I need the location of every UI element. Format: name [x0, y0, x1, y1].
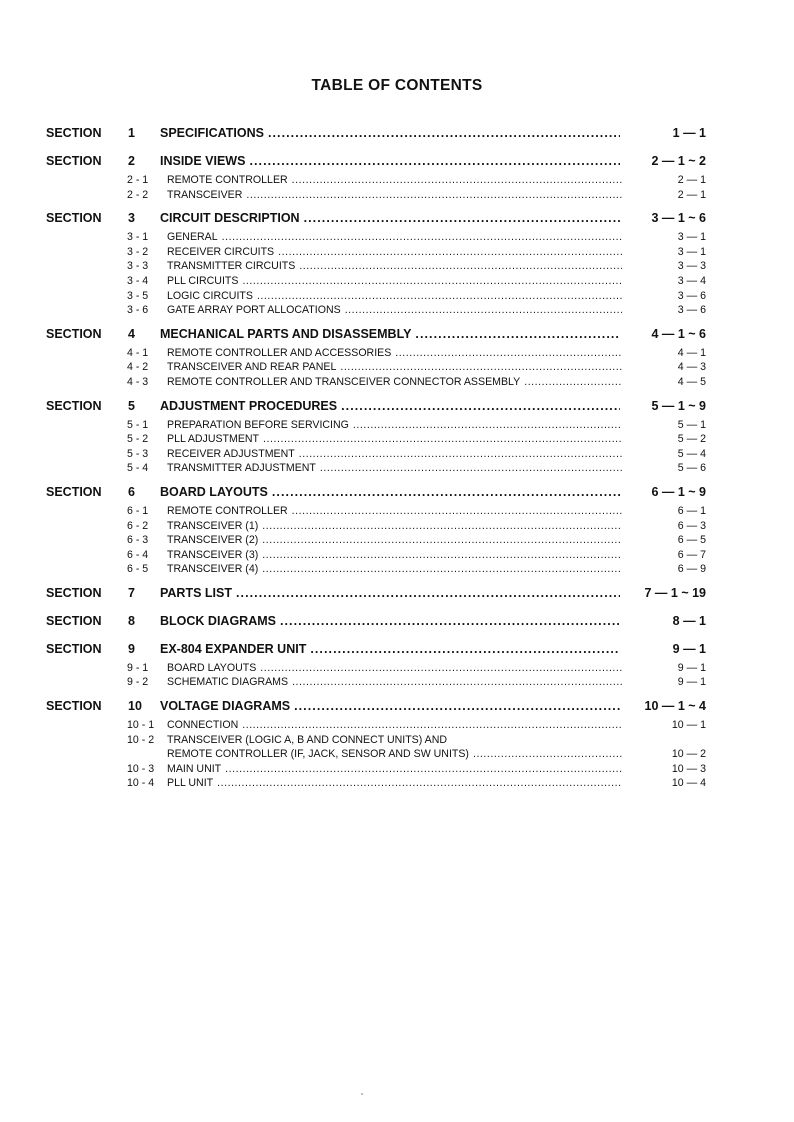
- subsection-number: 2 - 2: [127, 188, 149, 201]
- dot-leader: [345, 303, 622, 318]
- subsection-number: 6 - 1: [127, 504, 149, 517]
- subsection-number: 5 - 2: [127, 433, 149, 446]
- subsection-row-5-4[interactable]: [46, 461, 706, 476]
- dot-leader: [272, 480, 620, 504]
- subsection-title: TRANSCEIVER (4): [167, 563, 259, 576]
- dot-leader: [292, 173, 622, 188]
- dot-leader: [278, 245, 622, 260]
- subsection-title: PREPARATION BEFORE SERVICING: [167, 418, 349, 431]
- section-page: 6 — 1 ~ 9: [651, 484, 706, 499]
- subsection-row-4-2[interactable]: [46, 360, 706, 375]
- subsection-page: 3 — 6: [677, 289, 706, 302]
- section-title: MECHANICAL PARTS AND DISASSEMBLY: [160, 326, 412, 341]
- section-number: 8: [128, 613, 135, 628]
- subsection-page: 6 — 5: [677, 534, 706, 547]
- subsection-number: 6 - 5: [127, 563, 149, 576]
- subsection-page: 6 — 9: [677, 563, 706, 576]
- section-title: BLOCK DIAGRAMS: [160, 613, 276, 628]
- subsection-title: TRANSCEIVER (2): [167, 534, 259, 547]
- dot-leader: [262, 562, 622, 577]
- subsection-page: 5 — 6: [677, 462, 706, 475]
- dot-leader: [242, 718, 622, 733]
- dot-leader: [299, 259, 622, 274]
- subsection-title: REMOTE CONTROLLER: [167, 174, 288, 186]
- section-page: 10 — 1 ~ 4: [644, 699, 706, 714]
- subsection-title: RECEIVER CIRCUITS: [167, 245, 275, 258]
- dot-leader: [262, 533, 622, 548]
- section-title: ADJUSTMENT PROCEDURES: [160, 398, 338, 413]
- section-block-9: [46, 637, 706, 690]
- section-row-1[interactable]: [46, 121, 706, 145]
- subsection-row-6-3[interactable]: [46, 533, 706, 548]
- section-number: 10: [128, 699, 142, 714]
- section-block-8: [46, 609, 706, 633]
- subsection-title: RECEIVER ADJUSTMENT: [167, 447, 295, 460]
- dot-leader: [415, 322, 620, 346]
- section-word: SECTION: [46, 484, 102, 499]
- subsection-row-3-4[interactable]: [46, 274, 706, 289]
- section-word: SECTION: [46, 326, 102, 341]
- dot-leader: [320, 461, 622, 476]
- subsection-number: 3 - 6: [127, 304, 149, 317]
- dot-leader: [292, 675, 622, 690]
- subsection-page: 3 — 3: [677, 260, 706, 273]
- section-title: SPECIFICATIONS: [160, 126, 264, 140]
- subsection-row-4-1[interactable]: [46, 346, 706, 361]
- subsection-number: 9 - 1: [127, 661, 149, 674]
- section-row-8[interactable]: [46, 609, 706, 633]
- subsection-row-6-4[interactable]: [46, 548, 706, 563]
- subsection-title: REMOTE CONTROLLER: [167, 504, 288, 517]
- dot-leader: [268, 121, 620, 145]
- subsection-number: 10 - 2: [127, 733, 155, 746]
- dot-leader: [280, 609, 620, 633]
- subsection-number: 3 - 2: [127, 245, 149, 258]
- subsection-row-2-1[interactable]: [46, 173, 706, 188]
- section-block-2: [46, 149, 706, 202]
- subsection-page: 6 — 3: [677, 519, 706, 532]
- subsection-number: 6 - 3: [127, 534, 149, 547]
- subsection-number: 4 - 1: [127, 346, 149, 359]
- subsection-page: 3 — 1: [677, 245, 706, 258]
- dot-leader: [246, 188, 622, 203]
- dot-leader: [225, 762, 622, 777]
- subsection-number: 6 - 4: [127, 548, 149, 561]
- subsection-row-10-4[interactable]: [46, 776, 706, 791]
- dot-leader: [263, 432, 622, 447]
- dot-leader: [236, 581, 620, 605]
- dot-leader: [299, 447, 622, 462]
- section-word: SECTION: [46, 211, 102, 226]
- subsection-row-3-3[interactable]: [46, 259, 706, 274]
- subsection-row-5-1[interactable]: [46, 418, 706, 433]
- section-word: SECTION: [46, 398, 102, 413]
- subsection-title-cont: REMOTE CONTROLLER (IF, JACK, SENSOR AND SW UNITS): [167, 748, 469, 761]
- subsection-row-5-2[interactable]: [46, 432, 706, 447]
- section-title: INSIDE VIEWS: [160, 154, 246, 168]
- dot-leader: [395, 346, 622, 361]
- subsection-page: 4 — 5: [677, 375, 706, 388]
- subsection-title: TRANSCEIVER: [167, 188, 243, 201]
- subsection-number: 10 - 1: [127, 719, 155, 732]
- subsection-page: 10 — 1: [671, 719, 706, 732]
- section-word: SECTION: [46, 641, 102, 656]
- subsection-title: TRANSMITTER ADJUSTMENT: [167, 462, 316, 475]
- section-row-3[interactable]: [46, 206, 706, 230]
- section-block-3: [46, 206, 706, 318]
- subsection-page: 10 — 3: [671, 762, 706, 775]
- dot-leader: [294, 694, 620, 718]
- scan-speck: [361, 1093, 363, 1095]
- subsection-row-9-2[interactable]: [46, 675, 706, 690]
- section-block-7: [46, 581, 706, 605]
- section-block-4: [46, 322, 706, 390]
- section-number: 7: [128, 585, 135, 600]
- section-row-9[interactable]: [46, 637, 706, 661]
- subsection-title: MAIN UNIT: [167, 762, 222, 775]
- subsection-title: BOARD LAYOUTS: [167, 661, 257, 674]
- subsection-title: TRANSCEIVER (LOGIC A, B AND CONNECT UNITS) AND: [167, 733, 447, 746]
- section-page: 8 — 1: [672, 613, 706, 628]
- section-word: SECTION: [46, 126, 102, 140]
- section-row-5[interactable]: [46, 394, 706, 418]
- subsection-row-3-5[interactable]: [46, 289, 706, 304]
- dot-leader: [473, 747, 622, 762]
- subsection-number: 3 - 4: [127, 274, 149, 287]
- dot-leader: [249, 149, 620, 173]
- section-block-1: [46, 121, 706, 145]
- section-title: BOARD LAYOUTS: [160, 484, 268, 499]
- subsection-page: 3 — 1: [677, 231, 706, 244]
- subsection-page: 6 — 7: [677, 548, 706, 561]
- section-page: 4 — 1 ~ 6: [651, 326, 706, 341]
- section-title: CIRCUIT DESCRIPTION: [160, 211, 300, 226]
- section-block-5: [46, 394, 706, 476]
- subsection-title: REMOTE CONTROLLER AND ACCESSORIES: [167, 346, 392, 359]
- dot-leader: [217, 776, 622, 791]
- subsection-row-5-3[interactable]: [46, 447, 706, 462]
- dot-leader: [257, 289, 622, 304]
- subsection-number: 10 - 4: [127, 777, 155, 790]
- section-row-10[interactable]: [46, 694, 706, 718]
- subsection-row-6-2[interactable]: [46, 519, 706, 534]
- section-page: 9 — 1: [672, 641, 706, 656]
- subsection-page: 5 — 4: [677, 447, 706, 460]
- subsection-page: 2 — 1: [677, 174, 706, 186]
- subsection-number: 4 - 2: [127, 361, 149, 374]
- subsection-number: 9 - 2: [127, 676, 149, 689]
- subsection-number: 5 - 3: [127, 447, 149, 460]
- subsection-page: 3 — 6: [677, 304, 706, 317]
- subsection-title: TRANSCEIVER (3): [167, 548, 259, 561]
- section-word: SECTION: [46, 699, 102, 714]
- section-block-6: [46, 480, 706, 577]
- section-row-2[interactable]: [46, 149, 706, 173]
- subsection-number: 5 - 4: [127, 462, 149, 475]
- subsection-page: 3 — 4: [677, 274, 706, 287]
- subsection-page: 6 — 1: [677, 504, 706, 517]
- dot-leader: [353, 418, 622, 433]
- subsection-title: PLL ADJUSTMENT: [167, 433, 260, 446]
- section-word: SECTION: [46, 585, 102, 600]
- subsection-page: 9 — 1: [677, 676, 706, 689]
- section-page: 1 — 1: [672, 126, 706, 140]
- subsection-title: PLL CIRCUITS: [167, 274, 239, 287]
- subsection-page: 4 — 3: [677, 361, 706, 374]
- section-title: PARTS LIST: [160, 585, 232, 600]
- subsection-title: PLL UNIT: [167, 777, 214, 790]
- subsection-title: LOGIC CIRCUITS: [167, 289, 253, 302]
- section-title: EX-804 EXPANDER UNIT: [160, 641, 307, 656]
- dot-leader: [222, 230, 622, 245]
- subsection-row-10-2[interactable]: [46, 733, 706, 748]
- section-word: SECTION: [46, 154, 102, 168]
- subsection-row-3-1[interactable]: [46, 230, 706, 245]
- subsection-page: 5 — 2: [677, 433, 706, 446]
- dot-leader: [260, 661, 622, 676]
- section-number: 1: [128, 126, 135, 140]
- section-page: 5 — 1 ~ 9: [651, 398, 706, 413]
- dot-leader: [524, 375, 622, 390]
- dot-leader: [310, 637, 620, 661]
- subsection-number: 6 - 2: [127, 519, 149, 532]
- section-page: 7 — 1 ~ 19: [644, 585, 706, 600]
- subsection-row-9-1[interactable]: [46, 661, 706, 676]
- subsection-page: 9 — 1: [677, 661, 706, 674]
- subsection-number: 4 - 3: [127, 375, 149, 388]
- page-title: TABLE OF CONTENTS: [311, 77, 483, 94]
- subsection-title: GATE ARRAY PORT ALLOCATIONS: [167, 304, 341, 317]
- dot-leader: [340, 360, 622, 375]
- dot-leader: [304, 206, 620, 230]
- section-number: 3: [128, 211, 135, 226]
- section-word: SECTION: [46, 613, 102, 628]
- subsection-page: 10 — 2: [671, 748, 706, 761]
- section-page: 2 — 1 ~ 2: [651, 154, 706, 168]
- dot-leader: [341, 394, 620, 418]
- section-number: 4: [128, 326, 135, 341]
- section-number: 6: [128, 484, 135, 499]
- subsection-row-cont[interactable]: [46, 747, 706, 762]
- subsection-title: GENERAL: [167, 231, 218, 244]
- subsection-title: REMOTE CONTROLLER AND TRANSCEIVER CONNECTOR ASSEMBLY: [167, 375, 521, 388]
- subsection-number: 3 - 3: [127, 260, 149, 273]
- subsection-number: 10 - 3: [127, 762, 155, 775]
- section-number: 2: [128, 154, 135, 168]
- subsection-row-6-1[interactable]: [46, 504, 706, 519]
- section-title: VOLTAGE DIAGRAMS: [160, 699, 291, 714]
- subsection-row-10-3[interactable]: [46, 762, 706, 777]
- subsection-row-3-6[interactable]: [46, 303, 706, 318]
- subsection-page: 10 — 4: [671, 777, 706, 790]
- subsection-row-10-1[interactable]: [46, 718, 706, 733]
- section-page: 3 — 1 ~ 6: [651, 211, 706, 226]
- section-number: 5: [128, 398, 135, 413]
- section-row-7[interactable]: [46, 581, 706, 605]
- table-of-contents: [46, 121, 706, 795]
- section-row-6[interactable]: [46, 480, 706, 504]
- subsection-title: TRANSMITTER CIRCUITS: [167, 260, 296, 273]
- subsection-title: CONNECTION: [167, 719, 239, 732]
- subsection-row-2-2[interactable]: [46, 188, 706, 203]
- dot-leader: [242, 274, 622, 289]
- subsection-page: 4 — 1: [677, 346, 706, 359]
- section-number: 9: [128, 641, 135, 656]
- subsection-number: 3 - 5: [127, 289, 149, 302]
- dot-leader: [262, 548, 622, 563]
- subsection-title: TRANSCEIVER (1): [167, 519, 259, 532]
- subsection-title: SCHEMATIC DIAGRAMS: [167, 676, 289, 689]
- subsection-number: 5 - 1: [127, 418, 149, 431]
- subsection-number: 3 - 1: [127, 231, 149, 244]
- dot-leader: [262, 519, 622, 534]
- subsection-row-4-3[interactable]: [46, 375, 706, 390]
- subsection-row-6-5[interactable]: [46, 562, 706, 577]
- subsection-title: TRANSCEIVER AND REAR PANEL: [167, 361, 337, 374]
- subsection-page: 2 — 1: [677, 188, 706, 201]
- section-block-10: [46, 694, 706, 791]
- section-row-4[interactable]: [46, 322, 706, 346]
- subsection-number: 2 - 1: [127, 174, 149, 186]
- subsection-page: 5 — 1: [677, 418, 706, 431]
- subsection-row-3-2[interactable]: [46, 245, 706, 260]
- dot-leader: [292, 504, 622, 519]
